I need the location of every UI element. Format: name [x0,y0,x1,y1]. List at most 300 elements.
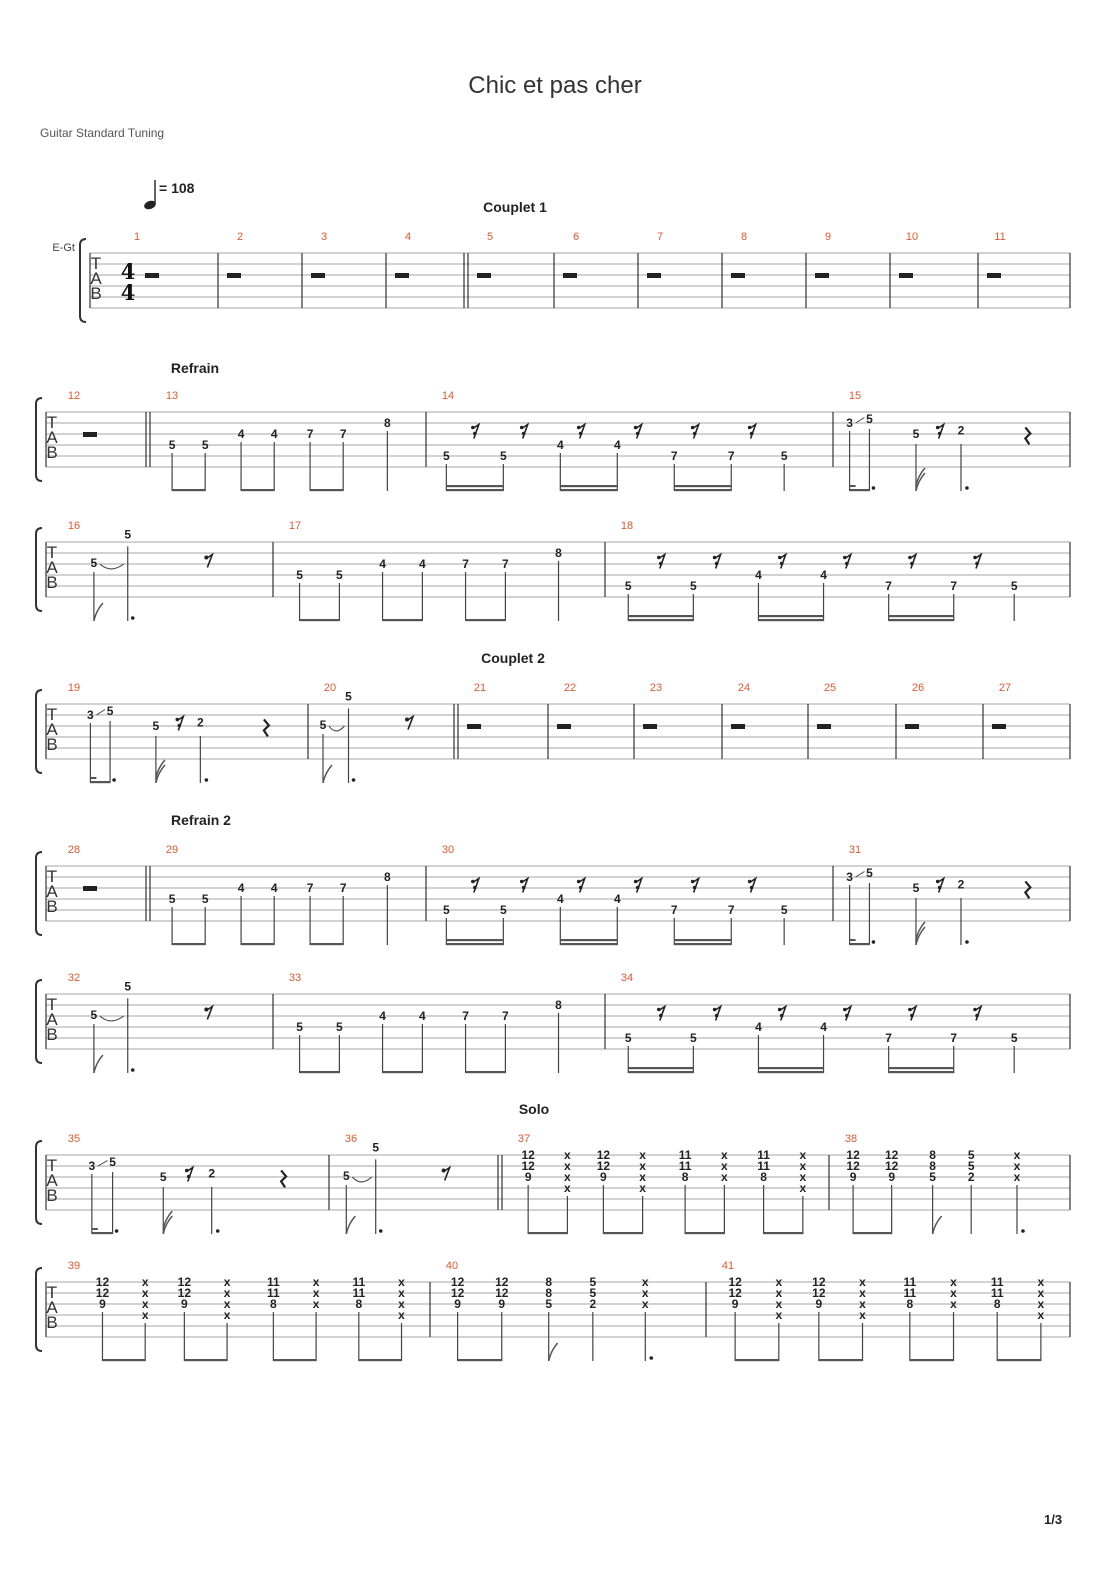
fret-number: 4 [613,892,621,906]
system-bracket [80,239,86,322]
fret-number: 4 [379,557,386,571]
beam [758,1067,823,1069]
fret-number: 4 [556,892,564,906]
section-label: Solo [518,1101,550,1117]
fret-number: 7 [339,427,347,441]
bar-number: 11 [994,231,1006,243]
beam [758,615,823,617]
measure [134,231,218,308]
bar-number: 26 [911,682,925,694]
fret-number: 5 [124,979,132,994]
beam [446,489,503,491]
dead-note: x [1037,1308,1045,1322]
sixteenth-rest-dot [713,556,717,560]
beam [90,781,110,783]
tab-letter: T [46,413,58,432]
sixteenth-rest-dot [910,562,914,566]
fret-number: 9 [99,1297,106,1311]
section-label: Refrain 2 [171,812,231,828]
fret-number: 2 [208,1166,216,1181]
half-rest [557,724,571,729]
dead-note: x [312,1275,320,1289]
fret-number: 5 [624,579,632,593]
section-label: Couplet 2 [481,650,545,666]
dead-note: x [950,1286,957,1300]
fret-number: 8 [545,1275,553,1289]
tab-letter: T [46,995,58,1014]
fret-number: 5 [912,427,920,441]
page-number: 1/3 [1044,1512,1063,1527]
beam [172,489,205,491]
tuning-label: Guitar Standard Tuning [40,126,165,140]
tie-arc [352,1177,371,1182]
bar-number: 32 [67,972,81,984]
bar-number: 38 [844,1133,858,1145]
fret-number: 12 [495,1275,509,1289]
beam [241,943,274,945]
beam [819,1359,863,1361]
dead-note: x [312,1286,320,1300]
sixteenth-rest-dot [843,556,847,560]
eighth-rest-dot [204,556,208,560]
dot [1021,1229,1025,1233]
dead-note: x [641,1297,649,1311]
sixteenth-rest-dot [659,562,663,566]
tab-system [36,650,1070,783]
measure [563,231,638,308]
tab-system [52,199,1070,322]
measure [320,682,458,783]
tab-letter: A [46,720,58,739]
tab-letter: A [46,558,58,577]
fret-number: 7 [727,903,735,917]
bar-number: 8 [740,231,748,243]
tab-system [36,1260,1070,1361]
sixteenth-rest-dot [187,1175,191,1179]
measure [166,390,426,491]
sixteenth-rest-dot [471,880,475,884]
bar-number: 1 [133,231,141,243]
section-label: Refrain [170,360,220,376]
bar-number: 35 [67,1133,81,1145]
dot [131,616,135,620]
measure [557,682,634,759]
fret-number: 11 [678,1148,692,1162]
tab-letter: B [46,1313,58,1332]
fret-number: 11 [267,1275,280,1289]
fret-number: 8 [929,1148,936,1162]
dead-note: x [859,1275,866,1289]
system-bracket [36,398,42,481]
dot [352,778,356,782]
fret-number: 9 [454,1297,461,1311]
quarter-rest [264,719,269,736]
beam [458,1359,502,1361]
fret-number: 12 [846,1159,860,1173]
fret-number: 7 [727,449,735,463]
sixteenth-rest-dot [715,562,719,566]
fret-number: 11 [990,1286,1004,1300]
dead-note: x [950,1297,957,1311]
dead-note: x [1037,1297,1045,1311]
dead-note: x [859,1297,866,1311]
slide-line [96,710,105,716]
fret-number: 4 [419,557,426,571]
dot [131,1068,135,1072]
fret-number: 7 [306,881,314,895]
fret-number: 5 [690,1031,697,1045]
fret-number: 2 [957,423,965,438]
fret-number: 2 [967,1170,975,1184]
fret-number: 11 [678,1159,692,1173]
tie-arc [100,1016,124,1021]
track-name: E-Gt [52,242,75,254]
section-label: Couplet 1 [483,199,547,215]
sixteenth-rest-dot [659,1014,663,1018]
sixteenth-rest-dot [579,886,583,890]
sixteenth-rest-dot [691,426,695,430]
fret-number: 5 [90,555,98,570]
fret-number: 8 [384,416,391,430]
fret-number: 5 [106,703,114,718]
half-rest [731,724,745,729]
fret-number: 12 [846,1148,860,1162]
fret-number: 5 [90,1007,98,1022]
sixteenth-rest-dot [693,886,697,890]
fret-number: 5 [912,881,920,895]
dead-note: x [641,1286,649,1300]
half-rest [817,724,831,729]
note-flag [916,922,925,940]
fret-number: 5 [866,865,873,880]
fret-number: 12 [596,1148,611,1162]
sixteenth-rest-dot [579,432,583,436]
fret-number: 3 [846,416,853,430]
beam [300,619,340,621]
sixteenth-rest-dot [471,426,475,430]
fret-number: 5 [499,903,507,917]
dead-note: x [1013,1170,1021,1184]
sixteenth-rest-dot [748,426,752,430]
measure [446,1260,706,1361]
fret-number: 8 [906,1297,914,1311]
fret-number: 5 [319,717,327,732]
fret-number: 8 [681,1170,689,1184]
half-rest [899,273,913,278]
dot [649,1356,653,1360]
sixteenth-rest-dot [750,432,754,436]
half-rest [467,724,481,729]
sixteenth-rest-dot [636,886,640,890]
measure [992,682,1070,759]
fret-number: 9 [181,1297,188,1311]
fret-number: 5 [201,892,209,906]
fret-number: 8 [993,1297,1001,1311]
system-bracket [36,1268,42,1351]
tab-system [36,520,1070,621]
fret-number: 5 [443,449,450,463]
beam [560,489,617,491]
dead-note: x [223,1275,231,1289]
beam [850,485,856,487]
measure [68,844,150,921]
fret-number: 5 [624,1031,632,1045]
fret-number: 11 [903,1286,917,1300]
fret-number: 4 [755,568,762,582]
sixteenth-rest-dot [522,886,526,890]
tab-letter: A [90,269,102,288]
fret-number: 8 [545,1286,553,1300]
tab-system [36,812,1070,945]
dead-note: x [141,1308,149,1322]
beam [383,619,423,621]
fret-number: 12 [884,1148,899,1162]
bar-number: 40 [445,1260,459,1272]
half-rest [815,273,829,278]
sixteenth-rest-dot [936,426,940,430]
beam [850,939,856,941]
dead-note: x [721,1159,728,1173]
bar-number: 30 [441,844,455,856]
note-flag [156,760,165,778]
dead-note: x [721,1148,728,1162]
beam [310,489,343,491]
sixteenth-rest-dot [845,1014,849,1018]
measure [477,231,554,308]
dead-note: x [799,1170,807,1184]
sixteenth-rest-dot [636,432,640,436]
dot [965,486,969,490]
note-flag [549,1343,558,1361]
fret-number: 12 [495,1286,509,1300]
tab-system [36,972,1070,1073]
fret-number: 4 [613,438,621,452]
beam [184,1359,227,1361]
sixteenth-rest-dot [522,432,526,436]
bar-number: 14 [441,390,455,402]
fret-number: 5 [336,568,343,582]
dead-note: x [223,1286,231,1300]
beam [764,1232,803,1234]
beam [92,1232,113,1234]
beam [628,1067,693,1069]
bar-number: 22 [563,682,577,694]
bar-number: 25 [823,682,837,694]
sixteenth-rest-dot [748,880,752,884]
beam [560,943,617,945]
dead-note: x [775,1275,783,1289]
fret-number: 5 [168,892,176,906]
fret-number: 11 [352,1275,366,1289]
fret-number: 5 [967,1159,975,1173]
system-bracket [36,528,42,611]
sixteenth-rest-dot [577,426,581,430]
fret-number: 8 [929,1159,936,1173]
fret-number: 3 [87,708,94,722]
beam [674,489,731,491]
quarter-rest [281,1170,286,1187]
tab-letter: B [46,573,58,592]
dot [379,1229,383,1233]
note-flag [94,1055,103,1073]
beam [758,619,823,621]
bar-number: 24 [737,682,751,694]
fret-number: 7 [462,557,469,571]
fret-number: 7 [339,881,347,895]
bar-number: 9 [824,231,832,243]
sixteenth-rest-dot [908,1008,912,1012]
dead-note: x [859,1286,866,1300]
fret-number: 12 [450,1275,465,1289]
sixteenth-rest-dot [185,1169,189,1173]
half-rest [83,432,97,437]
beam [446,943,503,945]
fret-number: 5 [499,449,507,463]
sixteenth-rest-dot [634,880,638,884]
tab-letter: T [46,705,58,724]
beam [674,485,731,487]
beam [685,1232,724,1234]
tab-letter: B [46,897,58,916]
bar-number: 21 [473,682,487,694]
tab-system [36,1101,1070,1234]
measure [731,682,808,759]
beam [560,485,617,487]
fret-number: 7 [306,427,314,441]
measure [846,844,1070,945]
fret-number: 11 [903,1275,917,1289]
fret-number: 7 [885,579,892,593]
beam [560,939,617,941]
fret-number: 11 [757,1159,770,1173]
measure [815,231,890,308]
beam [528,1232,567,1234]
tab-letter: B [46,1186,58,1205]
beam [466,619,506,621]
fret-number: 12 [521,1148,535,1162]
tab-letter: A [46,1171,58,1190]
bar-number: 16 [67,520,81,532]
fret-number: 5 [1010,579,1018,593]
dead-note: x [639,1148,646,1162]
beam [172,943,205,945]
fret-number: 5 [589,1275,597,1289]
fret-number: 5 [201,438,209,452]
measure [905,682,983,759]
dot [872,486,876,490]
fret-number: 7 [950,1031,958,1045]
tab-letter: A [46,1298,58,1317]
sixteenth-rest-dot [693,432,697,436]
bar-number: 17 [288,520,302,532]
dead-note: x [141,1275,149,1289]
dead-note: x [775,1286,783,1300]
fret-number: 4 [755,1020,762,1034]
dot [115,1229,119,1233]
fret-number: 4 [237,427,245,441]
beam [359,1359,402,1361]
dead-note: x [312,1297,320,1311]
beam [466,1071,506,1073]
fret-number: 11 [352,1286,366,1300]
half-rest [992,724,1006,729]
beam [102,1359,145,1361]
dot [112,778,116,782]
sixteenth-rest-dot [780,562,784,566]
fret-number: 2 [957,877,965,892]
sixteenth-rest-dot [473,886,477,890]
measure [343,1133,502,1234]
fret-number: 12 [450,1286,465,1300]
sixteenth-rest-dot [938,886,942,890]
bar-number: 33 [288,972,302,984]
sixteenth-rest-dot [657,556,661,560]
time-signature-top: 4 [120,259,136,284]
beam [310,943,343,945]
fret-number: 2 [197,715,204,730]
tab-letter: A [46,882,58,901]
fret-number: 8 [384,870,391,884]
fret-number: 9 [815,1297,823,1311]
beam [273,1359,316,1361]
slide-line [98,1161,108,1167]
fret-number: 4 [379,1009,386,1023]
quarter-rest [1025,881,1030,898]
sixteenth-rest-dot [936,880,940,884]
half-rest [647,273,661,278]
bar-number: 7 [656,231,664,243]
half-rest [731,273,745,278]
half-rest [477,273,491,278]
sixteenth-rest-dot [176,718,180,722]
bar-number: 3 [320,231,328,243]
fret-number: 5 [545,1297,553,1311]
bar-number: 36 [344,1133,358,1145]
beam [300,1071,340,1073]
fret-number: 12 [521,1159,535,1173]
measure [442,390,833,491]
quarter-rest [1025,427,1030,444]
fret-number: 7 [670,903,678,917]
dead-note: x [859,1308,866,1322]
sixteenth-rest-dot [973,556,977,560]
bar-number: 39 [67,1260,81,1272]
measure [289,972,605,1073]
measure [817,682,896,759]
bar-number: 34 [620,972,634,984]
fret-number: 4 [820,568,827,582]
system-bracket [36,1141,42,1224]
fret-number: 5 [967,1148,975,1162]
bar-number: 29 [165,844,179,856]
beam [674,943,731,945]
bar-number: 12 [67,390,81,402]
beam [383,1071,423,1073]
dead-note: x [639,1181,646,1195]
fret-number: 5 [342,1168,350,1183]
fret-number: 12 [177,1286,192,1300]
bar-number: 37 [517,1133,531,1145]
eighth-rest-dot [442,1169,446,1173]
half-rest [987,273,1001,278]
fret-number: 12 [95,1286,110,1300]
half-rest [227,273,241,278]
measure [311,231,386,308]
measure [227,231,302,308]
note-flag [916,468,925,486]
bar-number: 6 [572,231,580,243]
fret-number: 8 [555,546,562,560]
